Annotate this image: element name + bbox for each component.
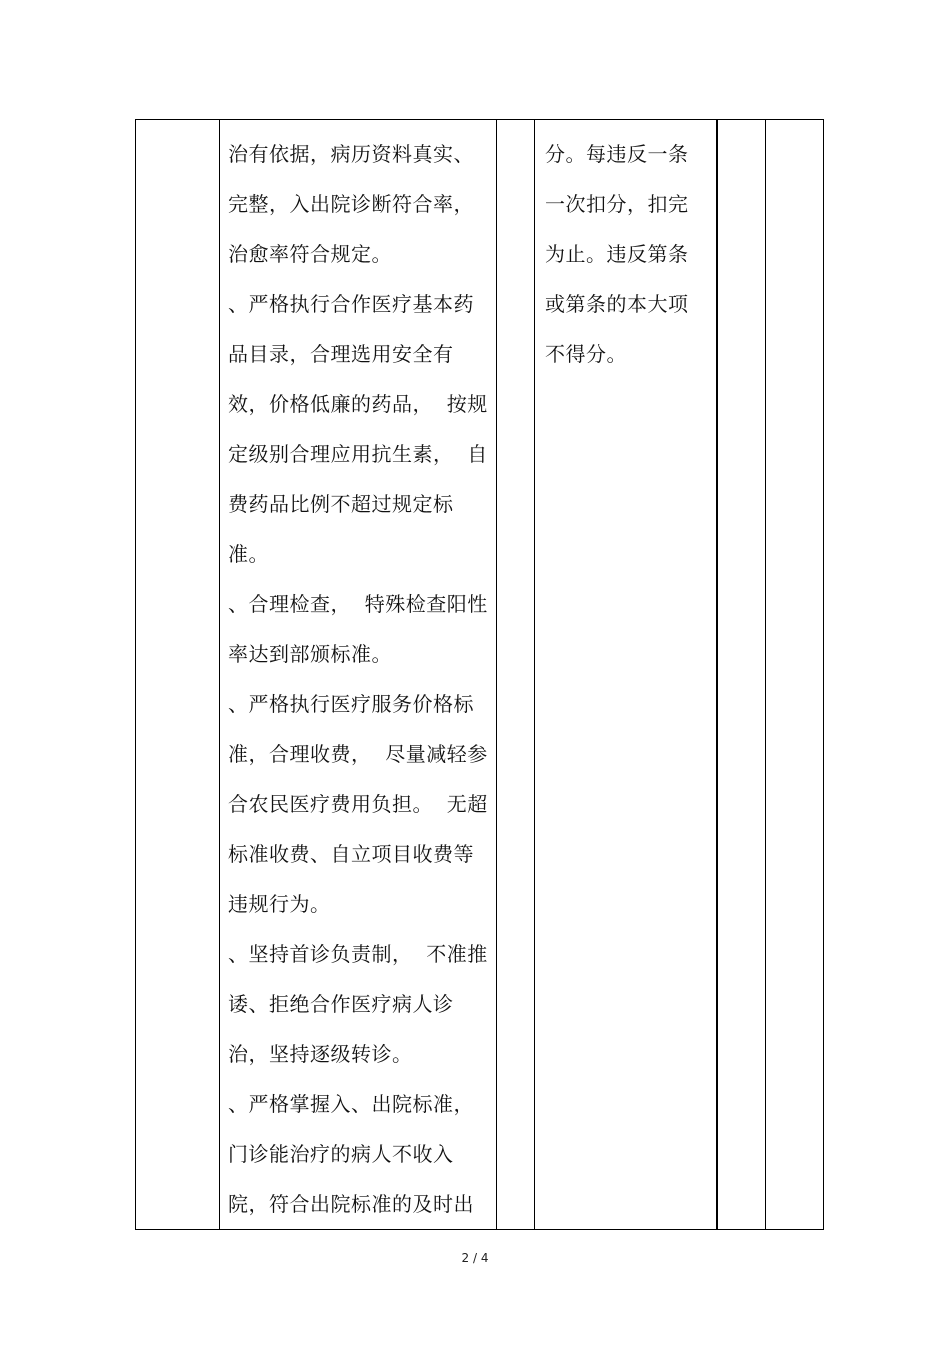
criteria-line: 效，价格低廉的药品， 按规 <box>228 392 488 416</box>
self-assessment-cell <box>717 120 766 1230</box>
category-cell <box>136 120 220 1230</box>
criteria-cell <box>220 120 497 1230</box>
scoring-text <box>535 120 716 379</box>
criteria-line: 治愈率符合规定。 <box>228 242 392 266</box>
scoring-line: 为止。违反第条 <box>545 242 689 266</box>
criteria-line: 品目录，合理选用安全有 <box>228 342 454 366</box>
scoring-cell <box>535 120 717 1230</box>
criteria-line: 完整，入出院诊断符合率， <box>228 192 474 216</box>
page-number: 2 / 4 <box>461 1251 489 1265</box>
criteria-line: 费药品比例不超过规定标 <box>228 492 454 516</box>
scoring-line: 一次扣分，扣完 <box>545 192 689 216</box>
criteria-line: 诿、拒绝合作医疗病人诊 <box>228 992 454 1016</box>
criteria-line: 门诊能治疗的病人不收入 <box>228 1142 454 1166</box>
scoring-line: 或第条的本大项 <box>545 292 689 316</box>
criteria-line: 率达到部颁标准。 <box>228 642 392 666</box>
criteria-line: 、严格执行医疗服务价格标 <box>228 692 474 716</box>
criteria-line: 标准收费、自立项目收费等 <box>228 842 474 866</box>
criteria-line: 、坚持首诊负责制， 不准推 <box>228 942 488 966</box>
criteria-line: 定级别合理应用抗生素， 自 <box>228 442 488 466</box>
criteria-line: 、严格掌握入、出院标准， <box>228 1092 474 1116</box>
criteria-line: 违规行为。 <box>228 892 331 916</box>
criteria-text <box>220 120 496 1229</box>
scoring-line: 不得分。 <box>545 342 627 366</box>
criteria-line: 、合理检查， 特殊检查阳性 <box>228 592 488 616</box>
criteria-line: 治有依据，病历资料真实、 <box>228 142 474 166</box>
criteria-line: 准，合理收费， 尽量减轻参 <box>228 742 488 766</box>
criteria-line: 院，符合出院标准的及时出 <box>228 1192 474 1216</box>
criteria-line: 准。 <box>228 542 269 566</box>
score-cell <box>497 120 535 1230</box>
criteria-line: 合农民医疗费用负担。 无超 <box>228 792 488 816</box>
table-row <box>136 120 824 1230</box>
review-score-cell <box>766 120 824 1230</box>
criteria-line: 治，坚持逐级转诊。 <box>228 1042 413 1066</box>
criteria-line: 、严格执行合作医疗基本药 <box>228 292 474 316</box>
assessment-table <box>135 119 824 1230</box>
scoring-line: 分。每违反一条 <box>545 142 689 166</box>
